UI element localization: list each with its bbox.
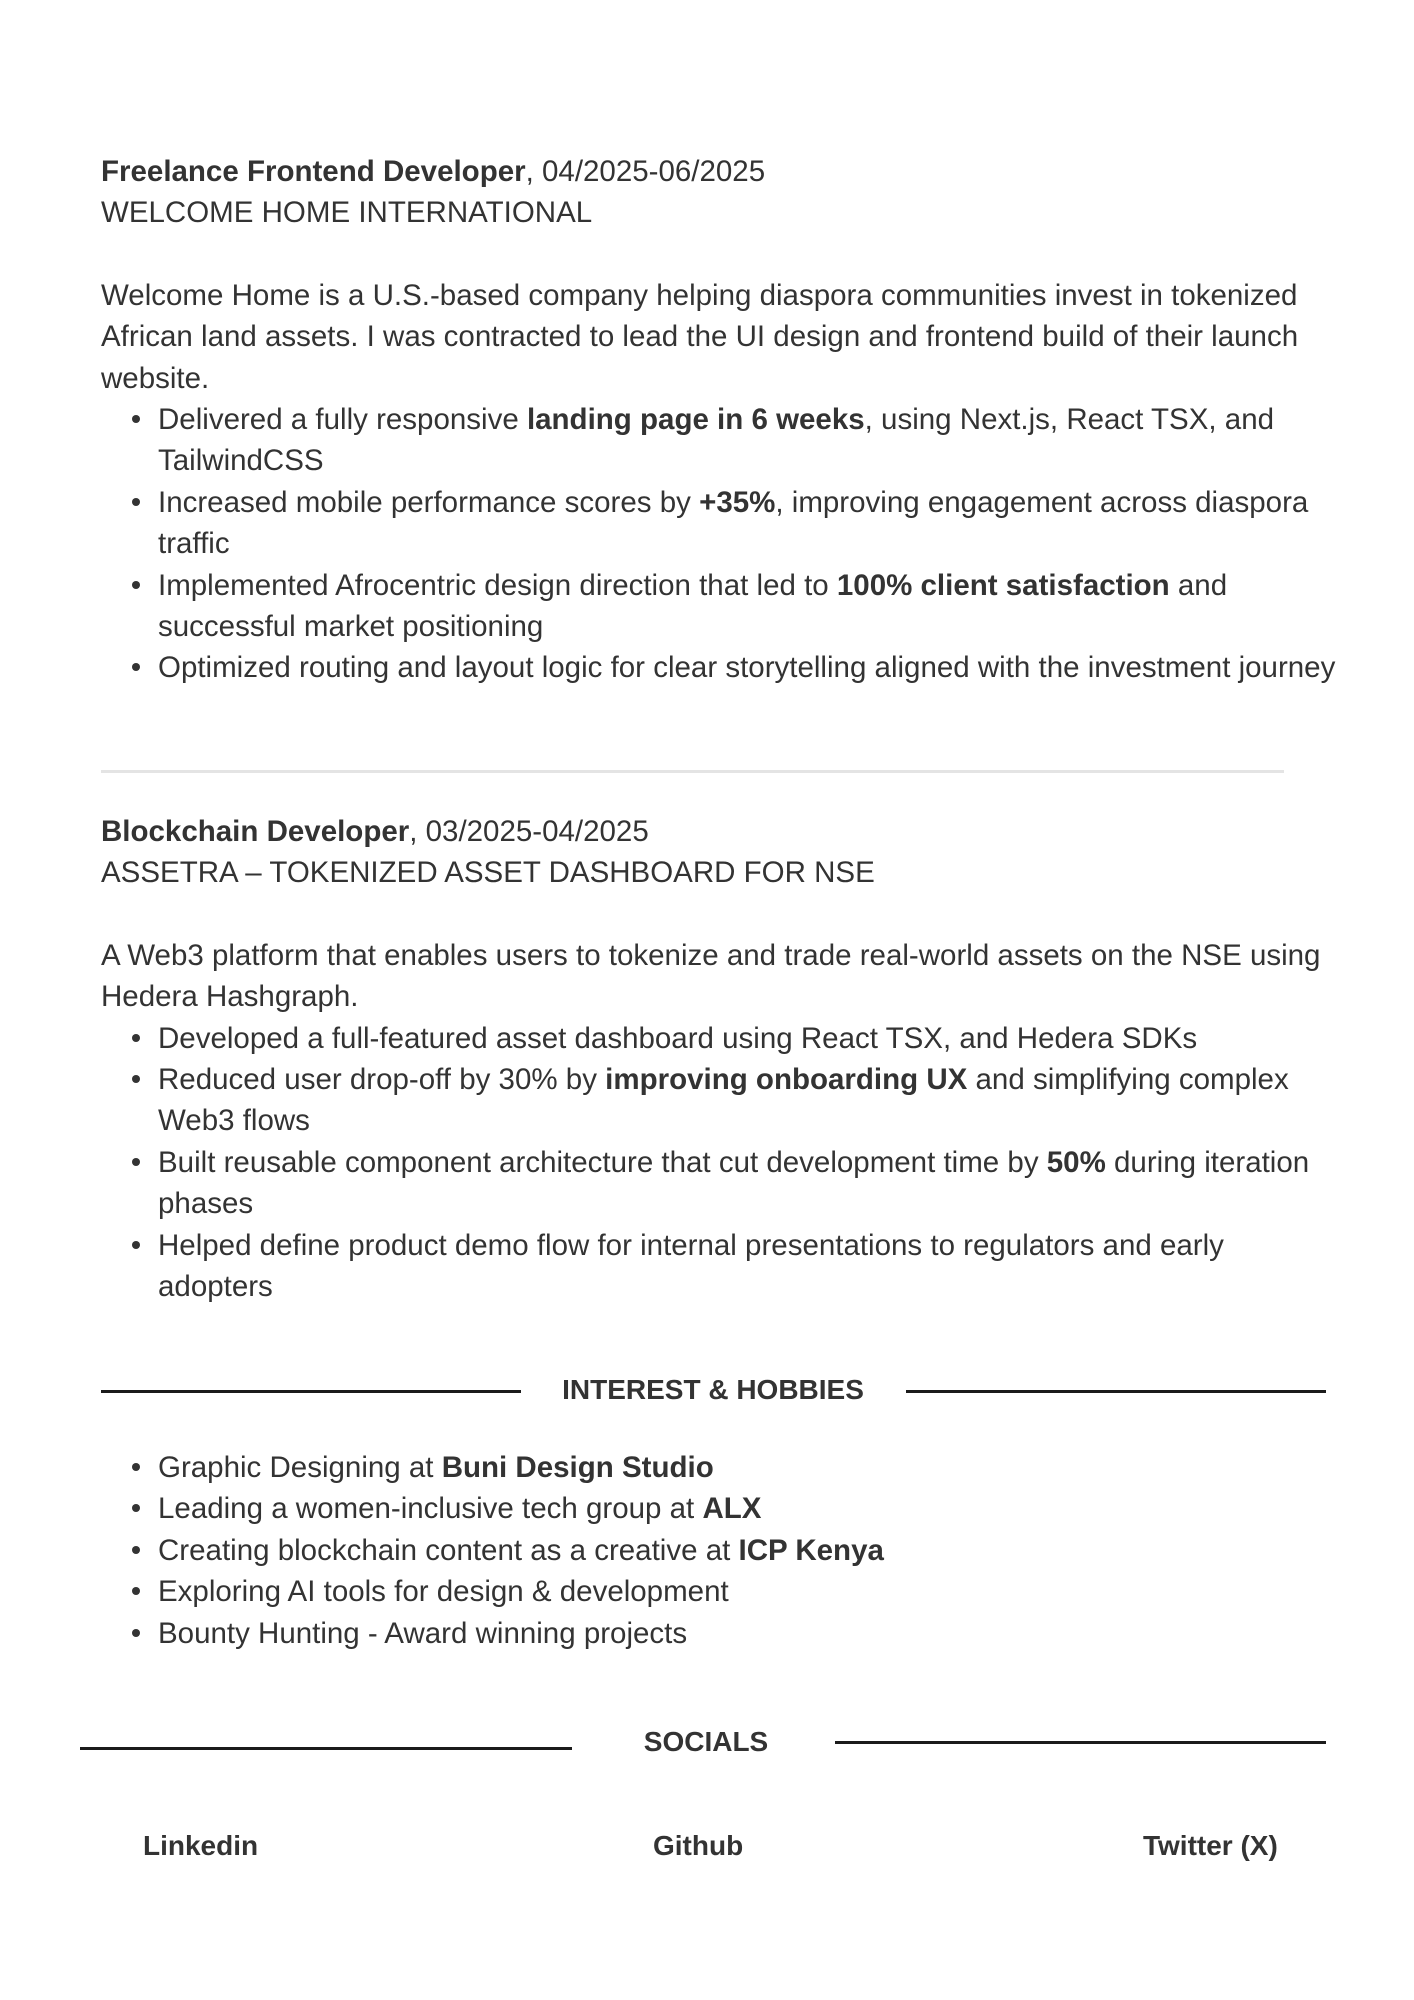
company-name: WELCOME HOME INTERNATIONAL	[101, 196, 593, 230]
socials-heading-row	[0, 1722, 1414, 1762]
job-title-line	[101, 151, 1341, 192]
heading-rule-right	[835, 1741, 1326, 1744]
achievement-list	[101, 399, 1341, 689]
list-item: Leading a women-inclusive tech group at ALX	[158, 1488, 1341, 1529]
job-description: A Web3 platform that enables users to tokenize and trade real-world assets on the NSE using Hedera Hashgraph.	[101, 938, 1321, 1014]
achievement-list	[101, 1018, 1341, 1308]
experience-entry	[101, 151, 1341, 689]
github-link[interactable]: Github	[653, 1830, 744, 1861]
job-role: Freelance Frontend Developer	[101, 155, 526, 188]
list-item: Bounty Hunting - Award winning projects	[158, 1613, 1341, 1654]
list-item: Implemented Afrocentric design direction that led to 100% client satisfaction and successful market positioning	[158, 565, 1341, 648]
list-item: Reduced user drop-off by 30% by improving onboarding UX and simplifying complex Web3 flows	[158, 1059, 1341, 1142]
list-item: Built reusable component architecture that cut development time by 50% during iteration phases	[158, 1142, 1341, 1225]
heading-rule-left	[101, 1390, 521, 1393]
job-description: Welcome Home is a U.S.-based company helping diaspora communities invest in tokenized African land assets. I was contracted to lead the UI design and frontend build of their launch website.	[101, 278, 1299, 395]
list-item: Developed a full-featured asset dashboard using React TSX, and Hedera SDKs	[158, 1018, 1341, 1059]
job-dates: , 04/2025-06/2025	[525, 155, 766, 188]
experience-entry	[101, 811, 1341, 1307]
interests-list	[101, 1447, 1341, 1654]
heading-rule-left	[80, 1747, 572, 1750]
twitter-link[interactable]: Twitter (X)	[1143, 1830, 1278, 1861]
linkedin-link[interactable]: Linkedin	[143, 1830, 259, 1861]
list-item: Graphic Designing at Buni Design Studio	[158, 1447, 1341, 1488]
list-item: Increased mobile performance scores by +35%, improving engagement across diaspora traffic	[158, 482, 1341, 565]
interests-heading-row	[0, 1370, 1414, 1410]
company-name: ASSETRA – TOKENIZED ASSET DASHBOARD FOR NSE	[101, 856, 875, 890]
job-title-line	[101, 811, 1341, 852]
list-item: Optimized routing and layout logic for clear storytelling aligned with the investment journey	[158, 647, 1341, 688]
list-item: Helped define product demo flow for internal presentations to regulators and early adopters	[158, 1225, 1341, 1308]
list-item: Creating blockchain content as a creative at ICP Kenya	[158, 1530, 1341, 1571]
section-heading: SOCIALS	[643, 1726, 769, 1757]
heading-rule-right	[906, 1390, 1326, 1393]
section-heading: INTEREST & HOBBIES	[562, 1374, 864, 1405]
list-item: Delivered a fully responsive landing page in 6 weeks, using Next.js, React TSX, and TailwindCSS	[158, 399, 1341, 482]
interests-section	[101, 1447, 1341, 1654]
list-item: Exploring AI tools for design & development	[158, 1571, 1341, 1612]
job-dates: , 03/2025-04/2025	[409, 815, 649, 848]
job-role: Blockchain Developer	[101, 815, 410, 848]
section-divider	[101, 770, 1284, 773]
